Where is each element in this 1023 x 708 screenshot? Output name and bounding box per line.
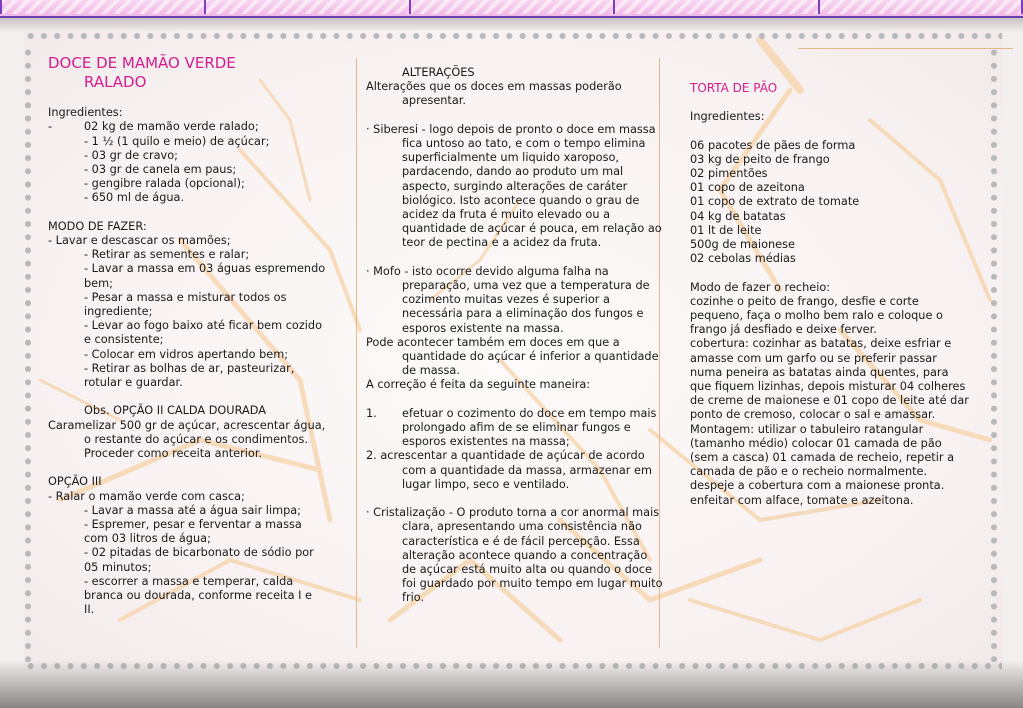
paragraph: Alterações que os doces em massas poderão apresentar. <box>366 80 622 108</box>
ingredient-item: 04 kg de batatas <box>690 209 786 223</box>
recipe-line: bem; <box>84 276 113 290</box>
ingredient-item: 01 lt de leite <box>690 223 762 237</box>
ingredient-item: 02 cebolas médias <box>690 252 796 266</box>
recipe-line: - Lavar e descascar os mamões; <box>48 234 231 247</box>
recipe-line: - Pesar a massa e misturar todos os <box>84 290 287 304</box>
recipe-body <box>48 92 354 617</box>
recipe-line: - 03 gr de cravo; <box>84 148 178 162</box>
method-text: cozinhe o peito de frango, desfie e corte pequeno, faça o molho bem ralo e coloque o frango já desfiado e deixe ferver. cobertura: cozinhar as batatas, deixe esfriar e amasse com um garfo ou se preferir passar numa peneira as batatas ainda quentes, para que fiquem lizinhas, depois misturar 04 colheres de creme de maionese e 01 copo de leite até dar ponto de cremoso, colocar o sal e amassar. Montagem: utilizar o tabuleiro ratangular (tamanho médio) colocar 01 camada de pão (sem a casca) 01 camada de recheio, repetir a camada de pão e o recheio normalmente. despeje a cobertura com a maionese pronta. enfeitar com alface, tomate e azeitona. <box>690 294 969 507</box>
recipe-line: - 02 pitadas de bicarbonato de sódio por <box>84 546 314 560</box>
recipe-title-line-1: DOCE DE MAMÃO VERDE <box>48 54 236 72</box>
recipe-line: 05 minutos; <box>84 560 152 574</box>
recipe-line: com 03 litros de água; <box>84 532 211 546</box>
recipe-line: - Espremer, pesar e ferventar a massa <box>84 518 302 532</box>
recipe-line: Caramelizar 500 gr de açúcar, acrescentar água, <box>48 418 326 432</box>
blank-line <box>366 393 664 407</box>
method-label: Modo de fazer o recheio: <box>690 280 831 294</box>
dotted-border-top <box>24 32 1002 40</box>
alteracoes-column <box>366 66 664 606</box>
recipe-line: II. <box>84 603 95 617</box>
recipe-line: - 03 gr de canela em paus; <box>84 163 237 176</box>
recipe-line: e consistente; <box>84 333 164 347</box>
ingredients-list <box>690 139 972 267</box>
paragraph: · Siberesi - logo depois de pronto o doce em massa fica untoso ao tato, e com o tempo elimina superficialmente um liquido xaroposo, pardacendo, dando ao produto um mal aspecto, surgindo alterações de caráter biológico. Isto acontece quando o grau de acidez da fruta é muito elevado ou a quantidade de açúcar é pouca, em relação ao teor de pectina e a acidez da fruta. <box>366 122 662 250</box>
ingredients-label: Ingredientes: <box>690 110 765 124</box>
recipe-line: - Retirar as bolhas de ar, pasteurizar, <box>84 361 295 375</box>
recipe-line: - 650 ml de água. <box>84 191 185 205</box>
ingredient-item: 02 pimentões <box>690 166 768 180</box>
recipe-line: - 1 ½ (1 quilo e meio) de açúcar; <box>84 134 270 148</box>
blank-line <box>48 461 354 475</box>
recipe-line: - gengibre ralada (opcional); <box>84 177 245 191</box>
blank-line <box>366 251 664 265</box>
paragraph: Pode acontecer também em doces em que a quantidade do açúcar é inferior a quantidade de massa. <box>366 335 659 378</box>
ingredient-item: 01 copo de azeitona <box>690 181 805 195</box>
recipe-title: TORTA DE PÃO <box>690 81 778 95</box>
alteracoes-body <box>366 80 664 605</box>
paragraph: · Cristalização - O produto torna a cor anormal mais clara, apresentando uma consistência não característica e é de fácil percepção. Essa alteração acontece quando a concentração de açúcar está muito alta ou quando o doce foi guardado por muito tempo em lugar muito frio. <box>366 506 663 605</box>
recipe-line: o restante do açúcar e os condimentos. <box>84 432 309 446</box>
paragraph: 2. acrescentar a quantidade de açúcar de acordo com a quantidade da massa, armazenar em lugar limpo, seco e ventilado. <box>366 449 652 491</box>
recipe-line: branca ou dourada, conforme receita I e <box>84 589 312 603</box>
recipe-line: OPÇÃO III <box>48 475 102 489</box>
recipe-title-line-2: RALADO <box>84 73 147 91</box>
recipe-line: - escorrer a massa e temperar, calda <box>84 574 294 588</box>
blank-line <box>48 390 354 404</box>
recipe-line: - Lavar a massa em 03 águas espremendo <box>84 262 326 276</box>
recipe-line: - Colocar em vidros apertando bem; <box>84 347 289 361</box>
column-divider-1 <box>356 58 357 648</box>
blank-line <box>366 492 664 506</box>
top-right-rule <box>798 48 1013 49</box>
recipe-line: rotular e guardar. <box>84 376 183 390</box>
recipe-line: Obs. OPÇÃO II CALDA DOURADA <box>84 404 266 418</box>
section-heading: ALTERAÇÕES <box>402 66 475 79</box>
recipe-column-doce-mamao <box>48 54 354 617</box>
recipe-line: Proceder como receita anterior. <box>84 447 263 461</box>
paragraph: 1. efetuar o cozimento do doce em tempo mais prolongado afim de se eliminar fungos e esporos existentes na massa; <box>366 406 657 449</box>
ingredient-item: 03 kg de peito de frango <box>690 152 830 166</box>
recipe-line: - Retirar as sementes e ralar; <box>84 248 250 262</box>
bottom-shadow <box>0 660 1023 708</box>
recipe-line: - Ralar o mamão verde com casca; <box>48 489 245 503</box>
blank-line <box>48 206 354 220</box>
ingredient-item: 06 pacotes de pães de forma <box>690 138 856 152</box>
recipe-line: - Levar ao fogo baixo até ficar bem cozido <box>84 319 322 333</box>
recipe-column-torta-pao <box>690 81 972 508</box>
recipe-line: - 02 kg de mamão verde ralado; <box>48 120 259 134</box>
recipe-line: Ingredientes: <box>48 106 123 120</box>
recipe-line: MODO DE FAZER: <box>48 219 147 233</box>
blank-line <box>48 92 354 106</box>
blank-line <box>366 109 664 123</box>
ingredient-item: 500g de maionese <box>690 238 795 251</box>
paragraph: · Mofo - isto ocorre devido alguma falha na preparação, uma vez que a temperatura de cozimento muitas vezes é superior a necessária para a eliminação dos fungos e esporos existente na massa. <box>366 264 650 335</box>
ingredient-item: 01 copo de extrato de tomate <box>690 195 860 209</box>
recipe-line: ingrediente; <box>84 305 153 319</box>
dotted-border-right <box>990 46 998 662</box>
paragraph: A correção é feita da seguinte maneira: <box>366 378 591 392</box>
recipe-line: - Lavar a massa até a água sair limpa; <box>84 503 301 517</box>
dotted-border-left <box>24 46 32 662</box>
